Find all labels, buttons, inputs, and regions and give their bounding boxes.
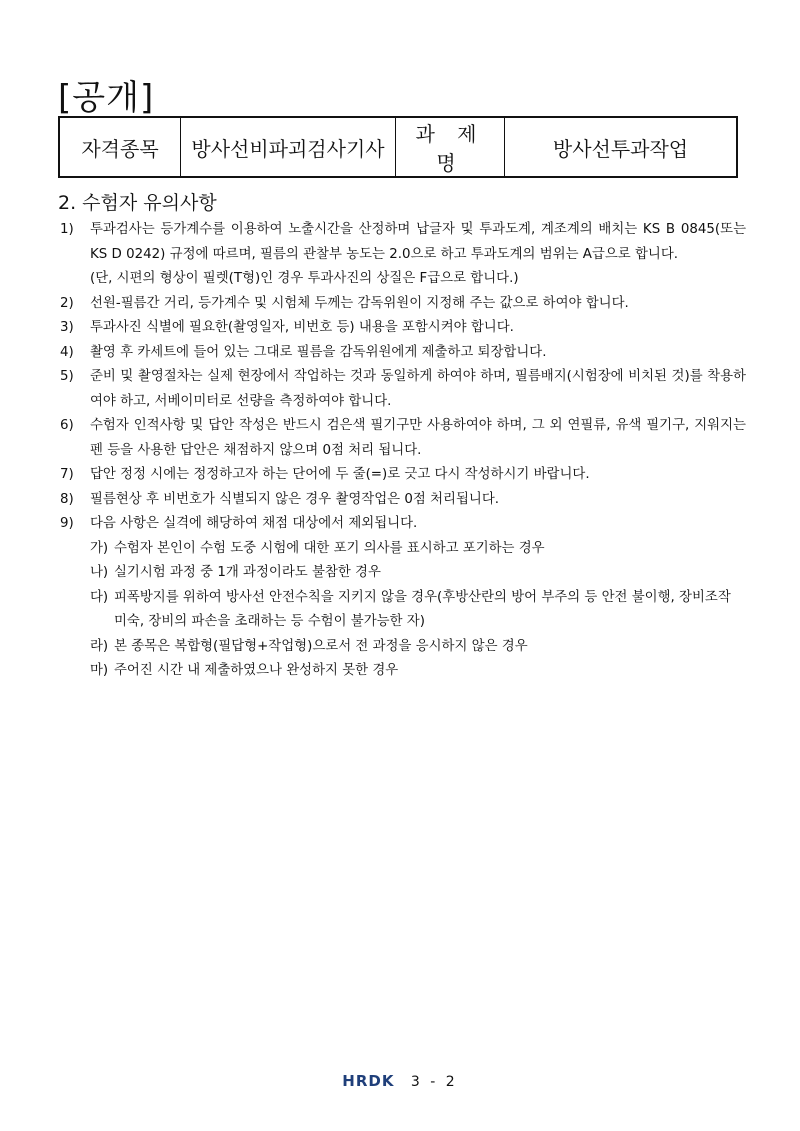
task-value: 방사선투과작업 [505, 117, 738, 177]
sub-number: 가) [90, 540, 109, 556]
note-text: 촬영 후 카세트에 들어 있는 그대로 필름을 감독위원에게 제출하고 퇴장합니다. [90, 344, 547, 360]
page-footer [0, 1072, 800, 1090]
note-text: 필름현상 후 비번호가 식별되지 않은 경우 촬영작업은 0점 처리됩니다. [90, 491, 500, 507]
sub-text: 본 종목은 복합형(필답형+작업형)으로서 전 과정을 응시하지 않은 경우 [114, 638, 528, 654]
qualification-value: 방사선비파괴검사기사 [181, 117, 396, 177]
note-text: 답안 정정 시에는 정정하고자 하는 단어에 두 줄(=)로 긋고 다시 작성하시기 바랍니다. [90, 467, 590, 482]
note-item-3 [60, 316, 746, 341]
page-number: 3 - 2 [410, 1074, 458, 1090]
notes-list [60, 218, 746, 684]
note-text: 준비 및 촬영절차는 실제 현장에서 작업하는 것과 동일하게 하여야 하며, 필름배지(시험장에 비치된 것)를 착용하여야 하고, 서베이미터로 선량을 측정하여야 합니다. [90, 369, 746, 409]
note-item-1 [60, 218, 746, 292]
note-item-6 [60, 414, 746, 463]
note-item-5 [60, 365, 746, 414]
sub-item-ra [60, 635, 746, 660]
sub-number: 다) [90, 589, 109, 605]
note-text: 선원-필름간 거리, 등가계수 및 시험체 두께는 감독위원이 지정해 주는 값으로 하여야 합니다. [90, 295, 629, 311]
sub-item-ma [60, 659, 746, 684]
note-item-7 [60, 463, 746, 488]
note-text: (단, 시편의 형상이 필렛(T형)인 경우 투과사진의 상질은 F급으로 합니다.) [90, 271, 519, 286]
task-label: 과 제 명 [396, 117, 505, 177]
note-number: 9) [60, 516, 74, 531]
sub-text: 실기시험 과정 중 1개 과정이라도 불참한 경우 [114, 565, 381, 580]
sub-text: 피폭방지를 위하여 방사선 안전수칙을 지키지 않을 경우(후방산란의 방어 부주의 등 안전 불이행, 장비조작 미숙, 장비의 파손을 초래하는 등 수험이 불가능한 자) [114, 589, 731, 629]
hrdk-logo: HRDK [342, 1072, 395, 1090]
qualification-label: 자격종목 [59, 117, 181, 177]
sub-item-da [60, 586, 746, 635]
section-title: 2. 수험자 유의사항 [58, 192, 217, 214]
sub-item-na [60, 561, 746, 586]
note-item-4 [60, 341, 746, 366]
note-number: 1) [60, 222, 74, 237]
note-number: 3) [60, 320, 74, 335]
sub-number: 라) [90, 638, 109, 654]
note-text: 투과사진 식별에 필요한(촬영일자, 비번호 등) 내용을 포함시켜야 합니다. [90, 320, 514, 335]
note-item-9 [60, 512, 746, 537]
sub-number: 나) [90, 565, 109, 580]
sub-number: 마) [90, 663, 109, 678]
sub-text: 주어진 시간 내 제출하였으나 완성하지 못한 경우 [114, 663, 399, 678]
note-number: 5) [60, 369, 74, 384]
note-item-2 [60, 292, 746, 317]
sub-item-ga [60, 537, 746, 562]
note-number: 2) [60, 295, 74, 311]
note-text: 수험자 인적사항 및 답안 작성은 반드시 검은색 필기구만 사용하여야 하며, 그 외 연필류, 유색 필기구, 지워지는 펜 등을 사용한 답안은 채점하지 않으며 0점 처리 됩니다. [90, 418, 746, 458]
note-text: 투과검사는 등가계수를 이용하여 노출시간을 산정하며 납글자 및 투과도계, 계조계의 배치는 KS B 0845(또는 KS D 0242) 규정에 따르며, 필름의 관찰부 농도는 2.0으로 하고 투과도계의 범위는 A급으로 합니다. [90, 222, 746, 262]
note-number: 7) [60, 467, 74, 482]
note-number: 6) [60, 418, 74, 433]
public-tag: [공개] [58, 78, 155, 118]
note-text: 다음 사항은 실격에 해당하여 채점 대상에서 제외됩니다. [90, 516, 418, 531]
note-number: 4) [60, 344, 74, 360]
note-item-8 [60, 488, 746, 513]
sub-text: 수험자 본인이 수험 도중 시험에 대한 포기 의사를 표시하고 포기하는 경우 [114, 540, 545, 556]
note-number: 8) [60, 491, 74, 507]
info-table [58, 116, 738, 178]
